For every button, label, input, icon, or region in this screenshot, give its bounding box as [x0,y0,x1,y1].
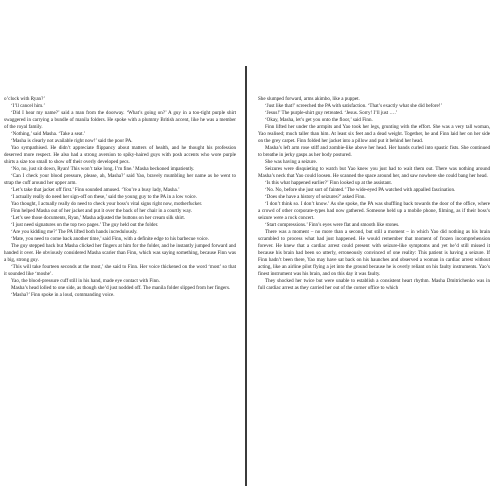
left-paragraph-19: Yao, the blood-pressure cuff still in his hand, made eye contact with Finn. [11,278,160,284]
left-paragraph-21: ‘Masha?’ Finn spoke in a loud, commanding voice. [11,292,115,298]
right-paragraph-7: She was having a seizure. [265,159,317,165]
right-paragraph-5: Finn lifted her under the armpits and Yao took her legs, grunting with the effort. She was a very tall woman, Yao realised; much taller than him. At least six feet and a dead weight. Together, he and Finn laid her on her side on the grey carpet. Finn folded her jacket into a pillow and put it behind her head. [258,124,490,144]
left-paragraph-15: ‘Are you kidding me?’ The PA lifted both hands incredulously. [11,229,138,235]
left-paragraph-12: Finn helped Masha out of her jacket and put it over the back of her chair in a courtly way. [11,208,193,214]
right-paragraph-4: ‘Okay, Masha, let’s get you onto the floor,’ said Finn. [265,117,373,123]
right-paragraph-3: ‘Jesus!’ The purple-shirt guy retreated. ‘Jesus. Sorry! I’ll just ….’ [265,110,398,116]
left-paragraph-11: Yao thought, I actually really do need to check your boss’s vital signs right now, motherfucker. [11,201,203,207]
right-paragraph-10: ‘No. No, before she just sort of fainted.’ The wide-eyed PA watched with appalled fascination. [265,187,456,193]
right-paragraph-15: They shocked her twice but were unable to establish a consistent heart rhythm. Masha Dmitrichenko was in full cardiac arrest as they carried her out of the corner office to which [258,278,490,291]
left-paragraph-4: ‘Nothing,’ said Masha. ‘Take a seat.’ [11,131,86,137]
left-page [4,96,236,466]
right-paragraph-8: Seizures were disquieting to watch but Yao knew you just had to wait them out. There was nothing around Masha’s neck that Yao could loosen. He scanned the space around her, and saw nowhere she could bang her head. [258,166,490,179]
right-paragraph-9: ‘Is this what happened earlier?’ Finn looked up at the assistant. [265,180,393,186]
left-paragraph-6: Yao sympathised. He didn’t appreciate flippancy about matters of health, and he thought his profession deserved more respect. He also had a strong aversion to spiky-haired guys with posh accents who wore purple shirts a size too small to show off their overly developed pecs. [4,145,236,165]
right-paragraph-12: ‘I don’t think so. I don’t know.’ As she spoke, the PA was shuffling back towards the door of the office, where a crowd of other corporate-types had now gathered. Someone held up a mobile phone, filming, as if their boss’s seizure were a rock concert. [258,201,490,221]
page-gutter-divider [245,66,247,486]
right-paragraph-1: She slumped forward, arms akimbo, like a puppet. [258,96,360,102]
left-paragraph-3: ‘Did I hear my name?’ said a man from the doorway. ‘What’s going on?’ A guy in a too-tight purple shirt swaggered in carrying a bundle of manila folders. He spoke with a plummy British accent, like he was a member of the royal family. [4,110,236,130]
left-paragraph-5: ‘Masha is clearly not available right now!’ said the poor PA. [11,138,133,144]
right-paragraph-11: ‘Does she have a history of seizures?’ asked Finn. [265,194,366,200]
right-paragraph-2: ‘Just like that!’ screeched the PA with satisfaction. ‘That’s exactly what she did before!’ [265,103,443,109]
left-paragraph-13: ‘Let’s see those documents, Ryan,’ Masha adjusted the buttons on her cream silk shirt. [11,215,186,221]
left-paragraph-2: ‘I’ll cancel him.’ [11,103,46,109]
left-paragraph-10: ‘I actually really do need her sign-off on these,’ said the young guy to the PA in a low voice. [11,194,197,200]
right-paragraph-13: ‘Start compressions.’ Finn’s eyes were flat and smooth like stones. [265,222,400,228]
left-paragraph-1: o’clock with Ryan?’ [4,96,46,102]
right-page [258,96,490,466]
right-paragraph-6: Masha’s left arm rose stiff and zombie-like above her head. Her hands curled into spastic fists. She continued to breathe in jerky gasps as her body postured. [258,145,490,158]
left-paragraph-8: ‘Can I check your blood pressure, please, ah, Masha?’ said Yao, bravely mumbling her name as he went to strap the cuff around her upper arm. [4,173,236,186]
left-paragraph-14: ‘I just need signatures on the top two pages.’ The guy held out the folder. [11,222,159,228]
right-paragraph-14: There was a moment – no more than a second, but still a moment – in which Yao did nothing as his brain scrambled to process what had just happened. He would remember that moment of frozen incomprehension forever. He knew that a cardiac arrest could present with seizure-like symptoms and yet he’d still missed it because his brain had been so utterly, erroneously convinced of one reality: This patient is having a seizure. If Finn hadn’t been there, Yao may have sat back on his haunches and observed a woman in cardiac arrest without acting, like an airline pilot flying a jet into the ground because he is overly reliant on his faulty instruments. Yao’s finest instrument was his brain, and on this day it was faulty. [258,229,490,277]
left-paragraph-16: ‘Mate, you need to come back another time,’ said Finn, with a definite edge to his barbecue voice. [11,236,209,242]
left-paragraph-20: Masha’s head lolled to one side, as though she’d just nodded off. The manila folder slipped from her fingers. [11,285,231,291]
left-paragraph-18: ‘This will take fourteen seconds at the most,’ she said to Finn. Her voice thickened on the word ‘most’ so that it sounded like ‘moshe’. [4,264,236,277]
left-paragraph-7: ‘No, no, just sit down, Ryan! This won’t take long. I’m fine.’ Masha beckoned impatiently. [11,166,195,172]
left-paragraph-9: ‘Let’s take that jacket off first.’ Finn sounded amused. ‘You’re a busy lady, Masha.’ [11,187,180,193]
left-paragraph-17: The guy stepped back but Masha clicked her fingers at him for the folder, and he instantly jumped forward and handed it over. He obviously considered Masha scarier than Finn, which was saying something, because Finn was a big, strong guy. [4,243,236,263]
